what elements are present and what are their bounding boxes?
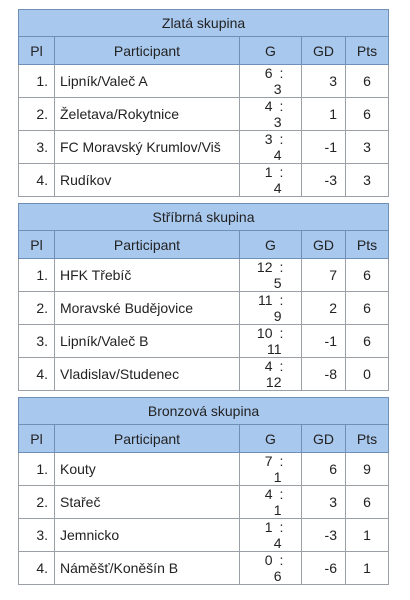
table-row — [19, 552, 389, 585]
points-cell: 6 — [346, 65, 389, 98]
col-header-participant: Participant — [55, 425, 240, 453]
participant-cell: Lipník/Valeč B — [55, 325, 240, 358]
goal-difference-cell: 6 — [302, 453, 346, 486]
points-cell: 6 — [346, 98, 389, 131]
points-cell: 6 — [346, 259, 389, 292]
goals-against: 12 — [265, 374, 282, 390]
col-header-gd: GD — [302, 425, 346, 453]
goals-separator: : — [279, 358, 284, 374]
place-cell: 4. — [19, 358, 55, 391]
goal-difference-cell: -1 — [302, 131, 346, 164]
goals-separator: : — [279, 325, 284, 341]
table-row — [19, 486, 389, 519]
goals-against: 4 — [273, 180, 282, 196]
place-cell: 2. — [19, 292, 55, 325]
col-header-gd: GD — [302, 231, 346, 259]
goals-cell — [240, 98, 302, 131]
header-row — [19, 425, 389, 453]
goals-for: 7 — [264, 453, 273, 469]
goals-for: 4 — [264, 98, 273, 114]
place-cell: 2. — [19, 98, 55, 131]
goals-separator: : — [279, 259, 284, 275]
goals-against: 5 — [273, 275, 282, 291]
goal-difference-cell: -1 — [302, 325, 346, 358]
goals-cell — [240, 164, 302, 197]
group-table — [18, 9, 388, 197]
points-cell: 6 — [346, 486, 389, 519]
goal-difference-cell: -8 — [302, 358, 346, 391]
table-row — [19, 325, 389, 358]
goals-cell — [240, 65, 302, 98]
participant-cell: Moravské Budějovice — [55, 292, 240, 325]
table-row — [19, 131, 389, 164]
col-header-g: G — [240, 425, 302, 453]
col-header-g: G — [240, 231, 302, 259]
participant-cell: Kouty — [55, 453, 240, 486]
goal-difference-cell: 3 — [302, 65, 346, 98]
place-cell: 3. — [19, 131, 55, 164]
goals-against: 6 — [273, 568, 282, 584]
participant-cell: Vladislav/Studenec — [55, 358, 240, 391]
header-row — [19, 231, 389, 259]
goals-for: 0 — [264, 552, 273, 568]
group-table — [18, 397, 388, 585]
col-header-pl: Pl — [19, 425, 55, 453]
header-row — [19, 37, 389, 65]
goals-against: 3 — [273, 114, 282, 130]
goals-cell — [240, 453, 302, 486]
points-cell: 3 — [346, 131, 389, 164]
col-header-pts: Pts — [346, 425, 389, 453]
table-row — [19, 65, 389, 98]
participant-cell: Rudíkov — [55, 164, 240, 197]
standings-table — [18, 397, 389, 585]
goals-cell — [240, 552, 302, 585]
place-cell: 4. — [19, 552, 55, 585]
col-header-pl: Pl — [19, 231, 55, 259]
col-header-pts: Pts — [346, 231, 389, 259]
goals-separator: : — [279, 486, 284, 502]
goals-cell — [240, 131, 302, 164]
participant-cell: Stařeč — [55, 486, 240, 519]
place-cell: 3. — [19, 325, 55, 358]
goals-cell — [240, 292, 302, 325]
col-header-pl: Pl — [19, 37, 55, 65]
goals-for: 6 — [264, 65, 273, 81]
goal-difference-cell: 2 — [302, 292, 346, 325]
table-row — [19, 98, 389, 131]
goals-separator: : — [279, 552, 284, 568]
points-cell: 3 — [346, 164, 389, 197]
goals-for: 1 — [264, 519, 273, 535]
goals-against: 4 — [273, 535, 282, 551]
goals-against: 4 — [273, 147, 282, 163]
place-cell: 1. — [19, 259, 55, 292]
standings-table — [18, 9, 389, 197]
goals-separator: : — [279, 65, 284, 81]
goals-cell — [240, 325, 302, 358]
goal-difference-cell: -3 — [302, 164, 346, 197]
goals-separator: : — [279, 519, 284, 535]
table-row — [19, 358, 389, 391]
goal-difference-cell: 7 — [302, 259, 346, 292]
goals-against: 3 — [273, 81, 282, 97]
goals-separator: : — [279, 98, 284, 114]
goals-for: 12 — [256, 259, 273, 275]
table-row — [19, 292, 389, 325]
goals-for: 10 — [256, 325, 273, 341]
participant-cell: Náměšť/Koněšín B — [55, 552, 240, 585]
place-cell: 3. — [19, 519, 55, 552]
goals-separator: : — [279, 131, 284, 147]
participant-cell: Lipník/Valeč A — [55, 65, 240, 98]
place-cell: 4. — [19, 164, 55, 197]
col-header-participant: Participant — [55, 37, 240, 65]
place-cell: 1. — [19, 453, 55, 486]
goals-against: 1 — [273, 469, 282, 485]
goals-for: 1 — [264, 164, 273, 180]
points-cell: 0 — [346, 358, 389, 391]
table-row — [19, 453, 389, 486]
points-cell: 9 — [346, 453, 389, 486]
goals-against: 9 — [273, 308, 282, 324]
group-title: Bronzová skupina — [19, 398, 389, 425]
goals-separator: : — [279, 292, 284, 308]
place-cell: 1. — [19, 65, 55, 98]
points-cell: 6 — [346, 292, 389, 325]
points-cell: 1 — [346, 519, 389, 552]
points-cell: 6 — [346, 325, 389, 358]
goals-for: 3 — [264, 131, 273, 147]
table-row — [19, 164, 389, 197]
goals-separator: : — [279, 164, 284, 180]
participant-cell: Jemnicko — [55, 519, 240, 552]
goals-against: 11 — [266, 341, 282, 357]
points-cell: 1 — [346, 552, 389, 585]
col-header-participant: Participant — [55, 231, 240, 259]
table-row — [19, 259, 389, 292]
standings-table — [18, 203, 389, 391]
goal-difference-cell: 1 — [302, 98, 346, 131]
goal-difference-cell: 3 — [302, 486, 346, 519]
goals-for: 11 — [257, 292, 273, 308]
goal-difference-cell: -6 — [302, 552, 346, 585]
group-table — [18, 203, 388, 391]
participant-cell: Želetava/Rokytnice — [55, 98, 240, 131]
participant-cell: HFK Třebíč — [55, 259, 240, 292]
goals-cell — [240, 259, 302, 292]
place-cell: 2. — [19, 486, 55, 519]
table-row — [19, 519, 389, 552]
goals-cell — [240, 358, 302, 391]
col-header-gd: GD — [302, 37, 346, 65]
group-title: Zlatá skupina — [19, 10, 389, 37]
goal-difference-cell: -3 — [302, 519, 346, 552]
goals-cell — [240, 519, 302, 552]
group-title: Stříbrná skupina — [19, 204, 389, 231]
col-header-pts: Pts — [346, 37, 389, 65]
goals-separator: : — [279, 453, 284, 469]
goals-for: 4 — [264, 358, 273, 374]
participant-cell: FC Moravský Krumlov/Viš — [55, 131, 240, 164]
col-header-g: G — [240, 37, 302, 65]
goals-against: 1 — [273, 502, 282, 518]
goals-for: 4 — [264, 486, 273, 502]
goals-cell — [240, 486, 302, 519]
